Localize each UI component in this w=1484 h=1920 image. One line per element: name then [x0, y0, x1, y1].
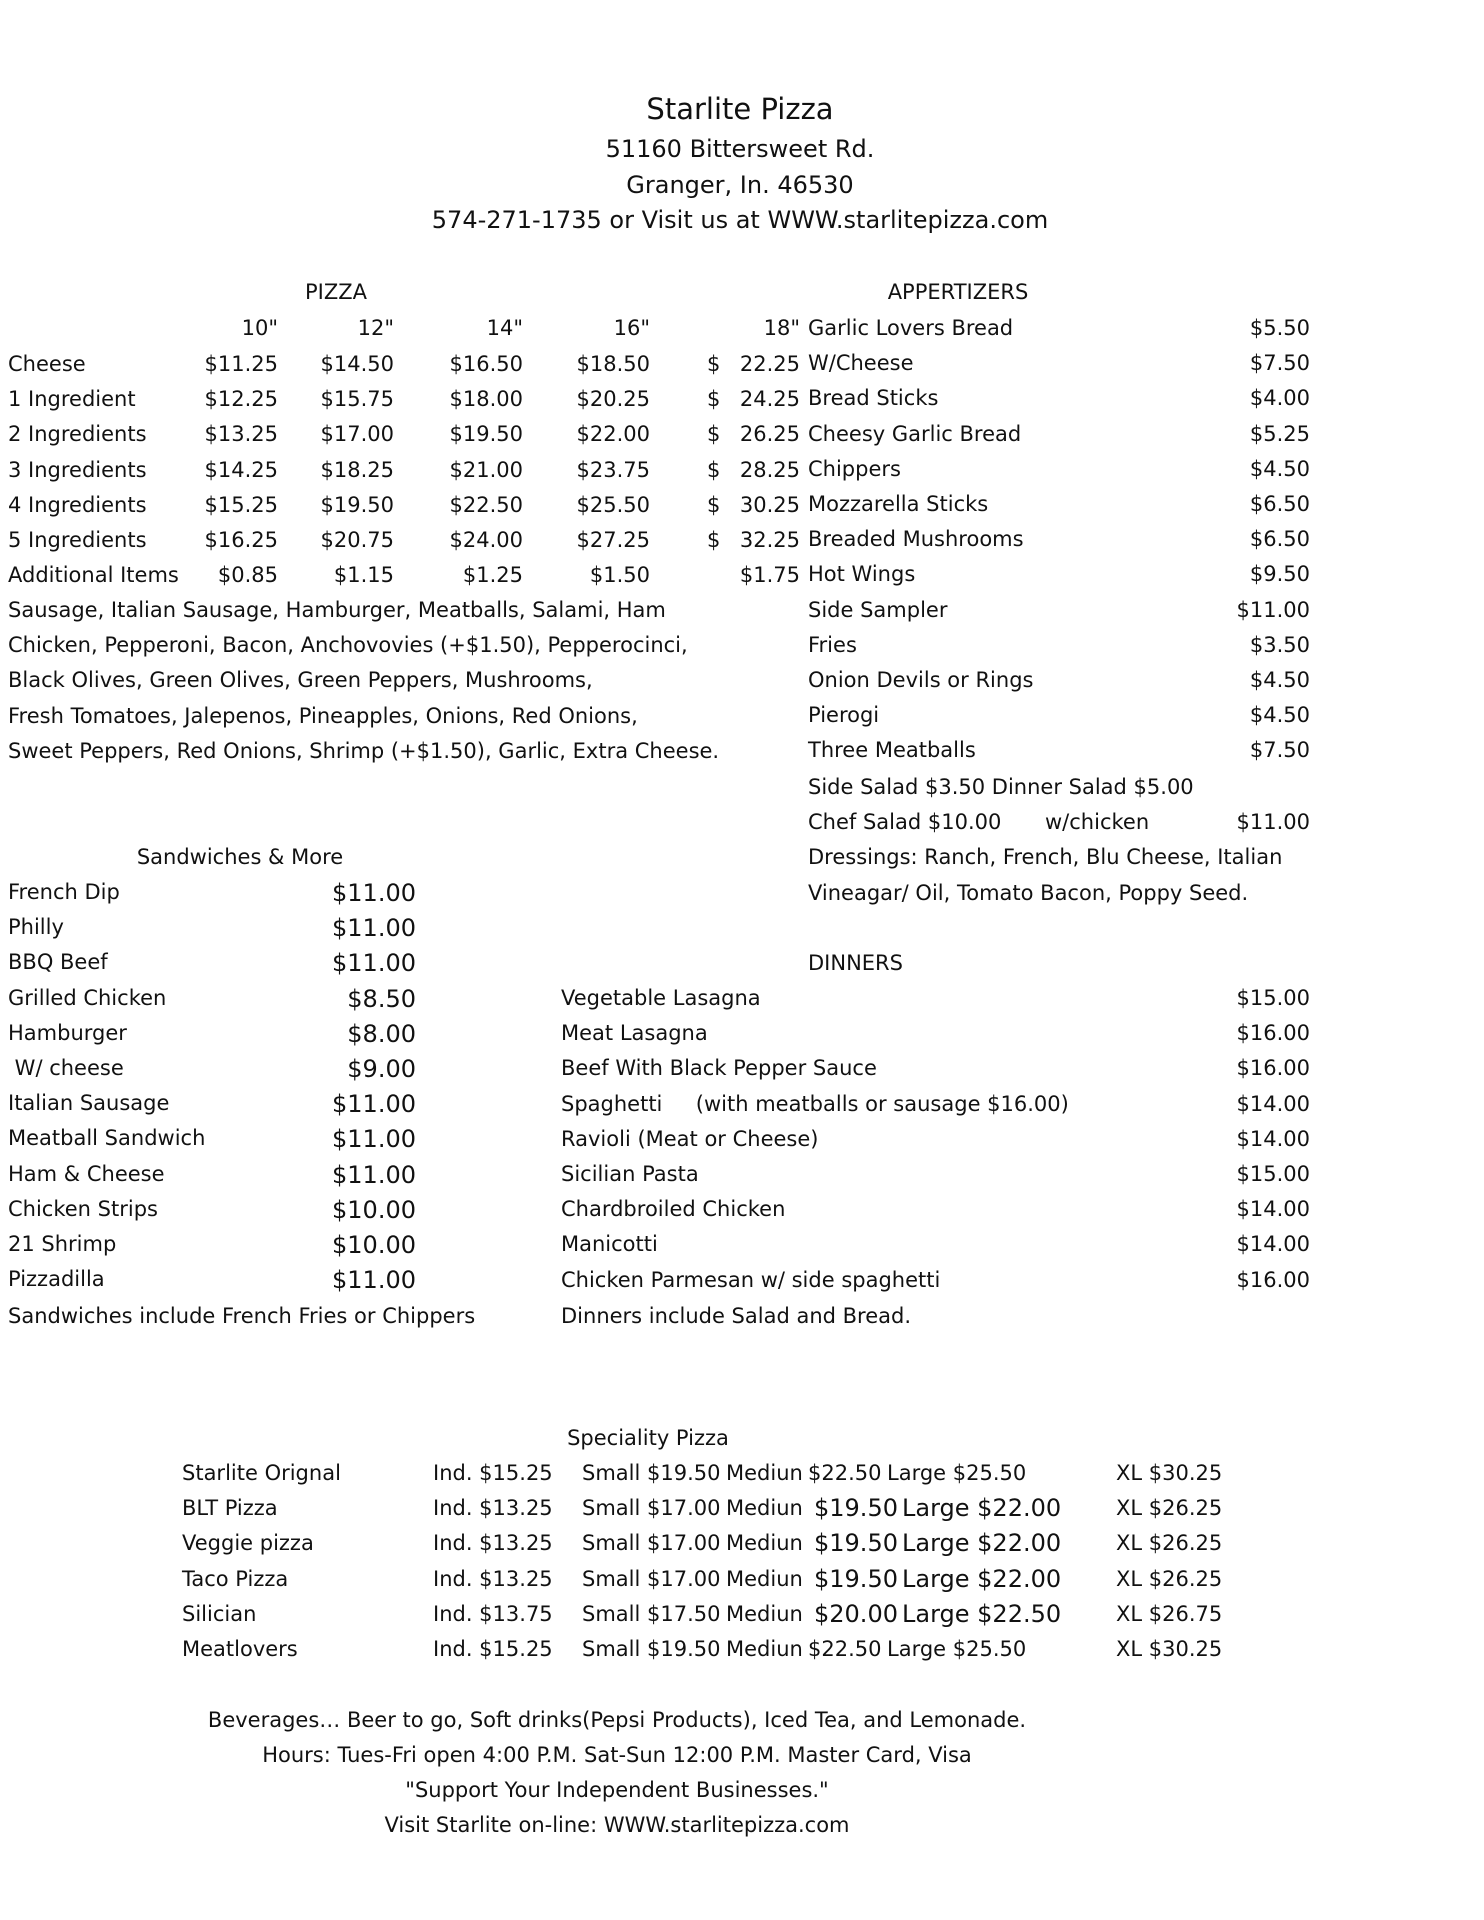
- pizza-price-cell: $20.75: [320, 528, 394, 552]
- appetizer-item-name: Chippers: [808, 456, 901, 481]
- chef-salad-chicken-price: $11.00: [1236, 810, 1310, 834]
- pizza-title: PIZZA: [305, 280, 367, 304]
- pizza-price-cell: $1.25: [462, 563, 523, 588]
- sandwich-item-price: $10.00: [332, 1231, 416, 1259]
- speciality-ind-price: Ind. $15.25: [433, 1461, 553, 1485]
- speciality-xl-price: XL $26.25: [1116, 1531, 1223, 1556]
- sandwich-item-price: $8.50: [347, 984, 416, 1013]
- street-address: 51160 Bittersweet Rd.: [605, 135, 875, 163]
- pizza-price-cell: $12.25: [204, 387, 278, 412]
- pizza-row-dollar: $: [707, 492, 721, 517]
- pizza-price-cell: $18.00: [449, 387, 523, 412]
- speciality-title: Speciality Pizza: [567, 1426, 729, 1450]
- pizza-price-cell: $11.25: [204, 352, 278, 376]
- dinner-item-price: $15.00: [1236, 986, 1310, 1010]
- speciality-small-price: Small $17.00: [582, 1496, 721, 1521]
- dinner-item-price: $14.00: [1236, 1126, 1310, 1151]
- sandwich-item-price: $11.00: [332, 949, 416, 978]
- chef-salad: Chef Salad $10.00: [808, 810, 1002, 834]
- pizza-price-cell: $22.50: [449, 492, 523, 517]
- pizza-price-cell: $15.25: [204, 492, 278, 517]
- topping-line: Black Olives, Green Olives, Green Peppers, Mushrooms,: [8, 668, 593, 693]
- appetizer-item-name: Three Meatballs: [808, 738, 976, 763]
- dinner-item-price: $16.00: [1236, 1021, 1310, 1046]
- pizza-price-cell: $25.50: [576, 492, 650, 517]
- chef-salad-chicken: w/chicken: [1045, 810, 1150, 834]
- appetizer-item-price: $5.50: [1249, 316, 1310, 340]
- speciality-ind-price: Ind. $13.75: [433, 1601, 553, 1626]
- speciality-name: Starlite Orignal: [182, 1461, 341, 1485]
- sandwich-item-name: Philly: [8, 915, 64, 940]
- speciality-xl-price: XL $30.25: [1116, 1637, 1223, 1661]
- sandwich-item-name: Italian Sausage: [8, 1091, 170, 1116]
- pizza-price-cell: 26.25: [739, 422, 800, 447]
- speciality-medium-label: Mediun: [726, 1533, 803, 1555]
- size-12: 12": [357, 316, 394, 340]
- dinner-item-price: $14.00: [1236, 1091, 1310, 1116]
- speciality-name: Meatlovers: [182, 1637, 298, 1661]
- dinner-item-name: Chicken Parmesan w/ side spaghetti: [561, 1267, 941, 1292]
- sandwich-item-name: 21 Shrimp: [8, 1232, 117, 1256]
- pizza-price-cell: $1.75: [739, 563, 800, 588]
- dinner-item-name: Beef With Black Pepper Sauce: [561, 1056, 877, 1081]
- speciality-medium-label: Mediun: [726, 1639, 803, 1660]
- speciality-medium-price: $19.50: [814, 1494, 898, 1523]
- speciality-large-price: Large $22.00: [902, 1564, 1062, 1593]
- pizza-price-cell: $23.75: [576, 457, 650, 482]
- pizza-price-cell: $22.00: [576, 422, 650, 447]
- pizza-row-name: 1 Ingredient: [8, 387, 136, 412]
- pizza-row-dollar: $: [707, 352, 721, 376]
- speciality-ind-price: Ind. $13.25: [433, 1566, 553, 1591]
- appetizer-item-price: $4.50: [1249, 456, 1310, 481]
- city-address: Granger, In. 46530: [626, 171, 854, 199]
- dinners-title: DINNERS: [808, 951, 903, 975]
- speciality-large-price: Large $25.50: [887, 1461, 1027, 1485]
- dinner-item-price: $16.00: [1236, 1267, 1310, 1292]
- dinner-item-price: $14.00: [1236, 1232, 1310, 1257]
- speciality-ind-price: Ind. $13.25: [433, 1496, 553, 1521]
- speciality-medium-label: Mediun: [726, 1603, 803, 1625]
- dinner-item-name: Sicilian Pasta: [561, 1162, 699, 1186]
- speciality-medium-label: Mediun: [726, 1463, 803, 1484]
- sandwich-item-price: $11.00: [332, 1090, 416, 1119]
- dinner-item-name: Meat Lasagna: [561, 1021, 708, 1046]
- pizza-price-cell: $14.50: [320, 352, 394, 376]
- dinner-item-price: $16.00: [1236, 1056, 1310, 1081]
- speciality-name: Taco Pizza: [182, 1566, 289, 1591]
- dinner-item-name: Chardbroiled Chicken: [561, 1197, 786, 1222]
- restaurant-name: Starlite Pizza: [646, 92, 834, 126]
- size-16: 16": [613, 316, 650, 340]
- pizza-price-cell: 32.25: [739, 528, 800, 552]
- sandwich-item-price: $11.00: [332, 879, 416, 907]
- pizza-row-dollar: $: [707, 422, 721, 447]
- dressings-line-1: Dressings: Ranch, French, Blu Cheese, Italian: [808, 845, 1283, 869]
- speciality-large-price: Large $22.00: [902, 1529, 1062, 1558]
- pizza-row-dollar: $: [707, 457, 721, 482]
- sandwich-item-price: $11.00: [332, 1125, 416, 1154]
- speciality-large-price: Large $22.00: [902, 1494, 1062, 1523]
- appetizer-item-name: Cheesy Garlic Bread: [808, 421, 1022, 446]
- pizza-row-name: 5 Ingredients: [8, 528, 147, 552]
- sandwich-item-name: Chicken Strips: [8, 1196, 158, 1221]
- appetizer-item-price: $6.50: [1249, 527, 1310, 552]
- sandwich-item-name: BBQ Beef: [8, 950, 108, 975]
- sandwiches-note: Sandwiches include French Fries or Chippers: [8, 1304, 476, 1328]
- pizza-price-cell: $18.25: [320, 457, 394, 482]
- speciality-xl-price: XL $26.75: [1116, 1601, 1223, 1626]
- speciality-ind-price: Ind. $13.25: [433, 1531, 553, 1556]
- appetizer-item-price: $9.50: [1249, 562, 1310, 587]
- appetizer-item-name: Breaded Mushrooms: [808, 527, 1024, 552]
- dinner-item-name: Ravioli (Meat or Cheese): [561, 1126, 819, 1151]
- pizza-price-cell: $20.25: [576, 387, 650, 412]
- speciality-small-price: Small $19.50: [582, 1461, 721, 1485]
- topping-line: Sausage, Italian Sausage, Hamburger, Meatballs, Salami, Ham: [8, 598, 666, 622]
- sandwich-item-price: $11.00: [332, 914, 416, 943]
- pizza-price-cell: 28.25: [739, 457, 800, 482]
- dinner-item-name: Vegetable Lasagna: [561, 986, 761, 1010]
- speciality-small-price: Small $17.00: [582, 1566, 721, 1591]
- appetizer-item-name: Fries: [808, 632, 857, 657]
- pizza-price-cell: 24.25: [739, 387, 800, 412]
- topping-line: Sweet Peppers, Red Onions, Shrimp (+$1.50), Garlic, Extra Cheese.: [8, 738, 720, 763]
- beverages-line: Beverages… Beer to go, Soft drinks(Pepsi Products), Iced Tea, and Lemonade.: [207, 1708, 1027, 1732]
- pizza-price-cell: $18.50: [576, 352, 650, 376]
- slogan-line: "Support Your Independent Businesses.": [405, 1778, 829, 1802]
- size-10: 10": [241, 316, 278, 340]
- sandwich-item-price: $11.00: [332, 1160, 416, 1189]
- speciality-ind-price: Ind. $15.25: [433, 1637, 553, 1661]
- pizza-price-cell: $15.75: [320, 387, 394, 412]
- sandwich-item-price: $11.00: [332, 1266, 416, 1295]
- speciality-xl-price: XL $26.25: [1116, 1566, 1223, 1591]
- dressings-line-2: Vineagar/ Oil, Tomato Bacon, Poppy Seed.: [808, 881, 1249, 905]
- appetizer-item-name: Side Sampler: [808, 597, 948, 622]
- speciality-small-price: Small $17.50: [582, 1601, 721, 1626]
- sandwich-item-name: Pizzadilla: [8, 1267, 105, 1292]
- pizza-row-name: 3 Ingredients: [8, 457, 147, 482]
- pizza-price-cell: $0.85: [217, 563, 278, 588]
- sandwich-item-name: Grilled Chicken: [8, 985, 167, 1010]
- pizza-price-cell: 30.25: [739, 492, 800, 517]
- speciality-small-price: Small $17.00: [582, 1531, 721, 1556]
- pizza-row-name: 2 Ingredients: [8, 422, 147, 447]
- appetizer-item-name: Garlic Lovers Bread: [808, 316, 1014, 340]
- pizza-price-cell: $14.25: [204, 457, 278, 482]
- speciality-medium-price: $19.50: [814, 1529, 898, 1558]
- sandwich-item-price: $8.00: [347, 1019, 416, 1048]
- size-18: 18": [763, 316, 800, 340]
- pizza-row-name: Cheese: [8, 352, 86, 376]
- website-line: Visit Starlite on-line: WWW.starlitepizza.com: [384, 1813, 850, 1837]
- appetizer-item-price: $7.50: [1249, 351, 1310, 376]
- speciality-name: Silician: [182, 1601, 257, 1626]
- sandwich-item-price: $9.00: [347, 1055, 416, 1083]
- pizza-row-name: 4 Ingredients: [8, 492, 147, 517]
- sandwiches-title: Sandwiches & More: [136, 845, 344, 869]
- topping-line: Chicken, Pepperoni, Bacon, Anchovovies (+$1.50), Pepperocinci,: [8, 633, 688, 658]
- sandwich-item-name: W/ cheese: [8, 1056, 124, 1080]
- dinner-item-name: Manicotti: [561, 1232, 658, 1257]
- dinner-item-price: $14.00: [1236, 1197, 1310, 1222]
- pizza-price-cell: $16.25: [204, 528, 278, 552]
- speciality-medium-price: $22.50: [808, 1461, 882, 1485]
- speciality-medium-label: Mediun: [726, 1498, 803, 1520]
- speciality-large-price: Large $22.50: [902, 1599, 1062, 1628]
- pizza-price-cell: $21.00: [449, 457, 523, 482]
- appetizer-item-name: Pierogi: [808, 703, 880, 728]
- speciality-name: Veggie pizza: [182, 1531, 314, 1556]
- pizza-price-cell: $1.15: [333, 563, 394, 588]
- pizza-price-cell: $13.25: [204, 422, 278, 447]
- speciality-medium-price: $22.50: [808, 1637, 882, 1661]
- sandwich-item-name: Ham & Cheese: [8, 1161, 165, 1186]
- speciality-medium-price: $19.50: [814, 1564, 898, 1593]
- appetizer-item-price: $4.50: [1249, 703, 1310, 728]
- appetizer-item-price: $6.50: [1249, 492, 1310, 516]
- speciality-large-price: Large $25.50: [887, 1637, 1027, 1661]
- appetizer-item-price: $7.50: [1249, 738, 1310, 763]
- pizza-row-dollar: $: [707, 528, 721, 552]
- dinner-item-price: $15.00: [1236, 1162, 1310, 1186]
- pizza-price-cell: $27.25: [576, 528, 650, 552]
- speciality-xl-price: XL $30.25: [1116, 1461, 1223, 1485]
- appetizer-item-price: $5.25: [1249, 421, 1310, 446]
- pizza-price-cell: $24.00: [449, 528, 523, 552]
- pizza-price-cell: $17.00: [320, 422, 394, 447]
- pizza-row-name: Additional Items: [8, 563, 179, 588]
- pizza-price-cell: $16.50: [449, 352, 523, 376]
- appetizer-item-price: $4.00: [1249, 386, 1310, 411]
- speciality-medium-price: $20.00: [814, 1599, 898, 1628]
- sandwich-item-name: Meatball Sandwich: [8, 1126, 206, 1151]
- pizza-price-cell: 22.25: [739, 352, 800, 376]
- sandwich-item-name: Hamburger: [8, 1020, 127, 1045]
- appetizer-item-name: Mozzarella Sticks: [808, 492, 989, 516]
- salads-line: Side Salad $3.50 Dinner Salad $5.00: [808, 775, 1194, 799]
- topping-line: Fresh Tomatoes, Jalepenos, Pineapples, Onions, Red Onions,: [8, 703, 638, 728]
- appetizer-item-price: $11.00: [1236, 597, 1310, 622]
- sandwich-item-price: $10.00: [332, 1195, 416, 1224]
- dinner-item-name: Spaghetti (with meatballs or sausage $16.00): [561, 1091, 1069, 1116]
- appetizer-item-name: W/Cheese: [808, 351, 914, 376]
- speciality-name: BLT Pizza: [182, 1496, 278, 1521]
- appetizer-item-price: $4.50: [1249, 668, 1310, 692]
- pizza-price-cell: $1.50: [589, 563, 650, 588]
- contact-line: 574-271-1735 or Visit us at WWW.starlitepizza.com: [431, 206, 1049, 234]
- appetizers-title: APPERTIZERS: [887, 280, 1029, 304]
- speciality-medium-label: Mediun: [726, 1568, 803, 1590]
- pizza-price-cell: $19.50: [449, 422, 523, 447]
- appetizer-item-name: Onion Devils or Rings: [808, 668, 1034, 692]
- hours-line: Hours: Tues-Fri open 4:00 P.M. Sat-Sun 12:00 P.M. Master Card, Visa: [262, 1743, 972, 1767]
- speciality-small-price: Small $19.50: [582, 1637, 721, 1661]
- speciality-xl-price: XL $26.25: [1116, 1496, 1223, 1521]
- dinners-note: Dinners include Salad and Bread.: [561, 1304, 912, 1328]
- appetizer-item-name: Bread Sticks: [808, 386, 939, 411]
- pizza-row-dollar: $: [707, 387, 721, 412]
- pizza-price-cell: $19.50: [320, 492, 394, 517]
- size-14: 14": [486, 316, 523, 340]
- appetizer-item-name: Hot Wings: [808, 562, 916, 587]
- appetizer-item-price: $3.50: [1249, 632, 1310, 657]
- sandwich-item-name: French Dip: [8, 880, 120, 904]
